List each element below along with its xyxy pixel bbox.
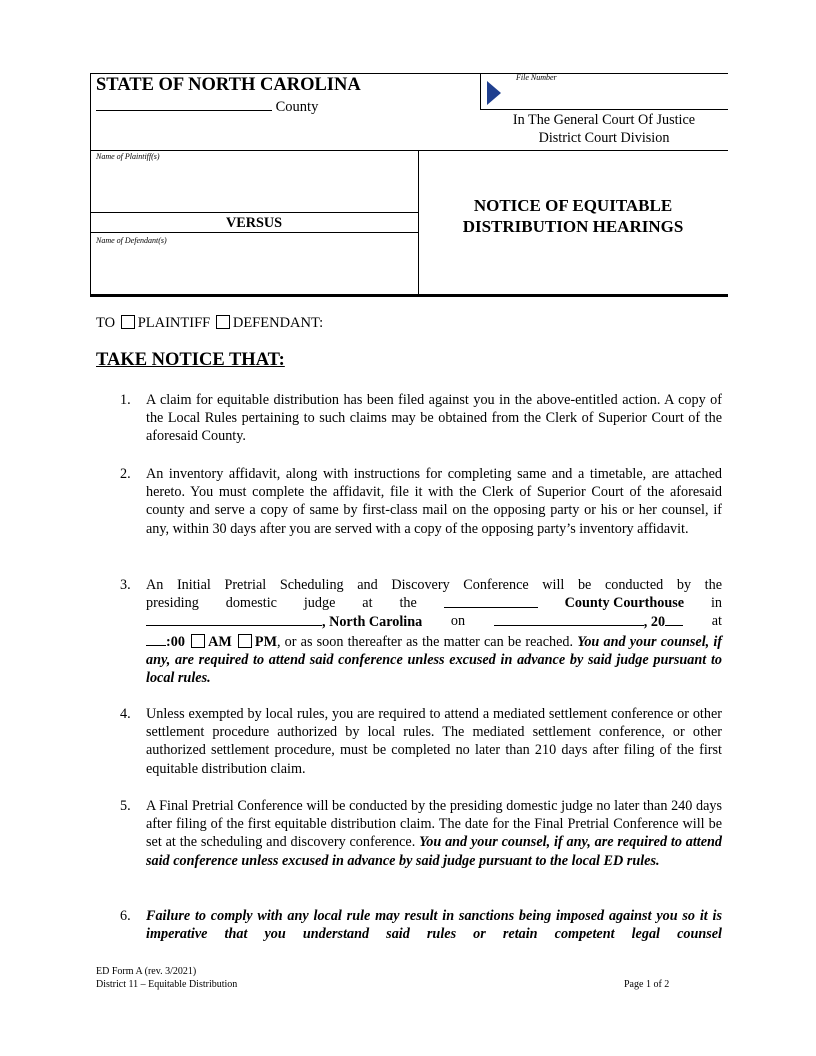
item-3-word: the bbox=[399, 595, 417, 612]
file-number-box-bottom bbox=[480, 109, 728, 110]
court-line-1: In The General Court Of Justice bbox=[512, 112, 696, 128]
date-group bbox=[494, 612, 683, 631]
file-number-label: File Number bbox=[516, 73, 557, 82]
versus-top-line bbox=[90, 212, 418, 213]
item-3-word: at bbox=[362, 595, 373, 612]
file-number-field[interactable] bbox=[506, 84, 724, 106]
item-3-text bbox=[146, 576, 722, 687]
item-2-number: 2. bbox=[120, 466, 131, 482]
take-notice-heading: TAKE NOTICE THAT: bbox=[96, 350, 285, 370]
defendant-option-label: DEFENDANT: bbox=[232, 315, 324, 331]
item-3-word: domestic bbox=[225, 595, 277, 612]
to-label: TO bbox=[96, 315, 116, 331]
am-label: AM bbox=[208, 633, 232, 650]
item-5-number: 5. bbox=[120, 798, 131, 814]
item-3-word: at bbox=[711, 613, 722, 630]
footer-page-number: Page 1 of 2 bbox=[624, 979, 670, 990]
item-3-bold-italic: You and your counsel, if any, are required to attend said conference unless excused in advance by said judge pursuant to local rules. bbox=[146, 633, 723, 687]
form-title-line-1: NOTICE OF EQUITABLE bbox=[473, 196, 673, 215]
state-title: STATE OF NORTH CAROLINA bbox=[96, 75, 361, 95]
county-courthouse-label: County Courthouse bbox=[564, 595, 685, 612]
pm-label: PM bbox=[254, 633, 277, 650]
item-4-number: 4. bbox=[120, 706, 131, 722]
footer-district: District 11 – Equitable Distribution bbox=[96, 979, 238, 990]
item-3-rest: , or as soon thereafter as the matter can be reached. bbox=[276, 633, 574, 650]
pm-checkbox[interactable] bbox=[238, 634, 252, 648]
versus-label: VERSUS bbox=[226, 215, 282, 231]
header-top-border bbox=[90, 73, 728, 74]
file-number-box-left bbox=[480, 73, 481, 109]
am-checkbox[interactable] bbox=[191, 634, 205, 648]
item-6-text bbox=[146, 907, 722, 943]
city-group bbox=[146, 612, 422, 631]
form-title-line-2: DISTRIBUTION HEARINGS bbox=[462, 217, 684, 236]
plaintiff-label: Name of Plaintiff(s) bbox=[96, 152, 160, 161]
time-suffix: :00 bbox=[166, 633, 185, 650]
date-blank[interactable] bbox=[494, 612, 644, 626]
plaintiff-option-label: PLAINTIFF bbox=[137, 315, 211, 331]
item-6-bold-italic: Failure to comply with any local rule may result in sanctions being imposed against you so it is imperative that you understand said rules or retain competent legal counsel bbox=[146, 908, 722, 943]
header-left-border bbox=[90, 73, 91, 297]
defendant-name-field[interactable] bbox=[94, 248, 414, 290]
item-6-number: 6. bbox=[120, 908, 131, 924]
year-prefix: , 20 bbox=[643, 614, 666, 631]
item-3-word: on bbox=[450, 613, 466, 630]
item-4-text: Unless exempted by local rules, you are required to attend a mediated settlement conference or other settlement procedure authorized by local rules. The mediated settlement conference, or other authorized settlement procedure, must be completed no later than 210 days after filing of the first equitable distribution claim. bbox=[146, 706, 722, 777]
item-1-text: A claim for equitable distribution has been filed against you in the above-entitled action. A copy of the Local Rules pertaining to such claims may be obtained from the Clerk of Superior Court of the aforesaid County. bbox=[146, 392, 722, 445]
item-3-line-4-block bbox=[146, 632, 722, 688]
item-3-line-3 bbox=[146, 612, 722, 631]
caption-divider bbox=[90, 150, 728, 151]
courthouse-county-blank[interactable] bbox=[444, 594, 538, 608]
item-3-word: presiding bbox=[146, 595, 199, 612]
item-5-plain: A Final Pretrial Conference will be conducted by the presiding domestic judge no later than 240 days after filing of the first equitable distribution claim. The date for the Final Pretrial Conference will be set at the scheduling and discovery conference. bbox=[146, 798, 722, 851]
to-line bbox=[96, 315, 323, 332]
item-3-line-1: An Initial Pretrial Scheduling and Discovery Conference will be conducted by the bbox=[146, 577, 722, 593]
arrow-icon-shape bbox=[487, 81, 501, 105]
item-5-text bbox=[146, 797, 722, 870]
defendant-label: Name of Defendant(s) bbox=[96, 236, 167, 245]
plaintiff-checkbox[interactable] bbox=[121, 315, 135, 329]
court-line-2: District Court Division bbox=[538, 130, 670, 146]
item-1-number: 1. bbox=[120, 392, 131, 408]
hour-blank[interactable] bbox=[146, 632, 166, 646]
city-blank[interactable] bbox=[146, 612, 322, 626]
county-label: County bbox=[275, 99, 319, 115]
plaintiff-name-field[interactable] bbox=[94, 164, 414, 208]
county-line[interactable] bbox=[96, 97, 318, 116]
defendant-checkbox[interactable] bbox=[216, 315, 230, 329]
item-3-line-2 bbox=[146, 594, 722, 612]
versus-bottom-line bbox=[90, 232, 418, 233]
year-blank[interactable] bbox=[665, 612, 683, 626]
footer-form-id: ED Form A (rev. 3/2021) bbox=[96, 966, 197, 977]
item-3-word: in bbox=[710, 595, 722, 612]
item-2-text: An inventory affidavit, along with instructions for completing same and a timetable, are attached hereto. You must complete the affidavit, file it with the Clerk of Superior Court of the aforesaid county and serve a copy of same by first-class mail on the opposing party or his or her counsel, if any, within 30 days after you are served with a copy of the opposing party’s inventory affidavit. bbox=[146, 466, 722, 537]
north-carolina-label: , North Carolina bbox=[322, 614, 423, 631]
arrow-icon bbox=[486, 80, 502, 106]
item-3-number: 3. bbox=[120, 577, 131, 593]
item-5-bold-italic: You and your counsel, if any, are required to attend said conference unless excused in advance by said judge pursuant to the local ED rules. bbox=[146, 834, 723, 869]
header-bottom-border bbox=[90, 294, 728, 297]
item-3-word: judge bbox=[303, 595, 336, 612]
county-blank[interactable] bbox=[96, 97, 272, 111]
